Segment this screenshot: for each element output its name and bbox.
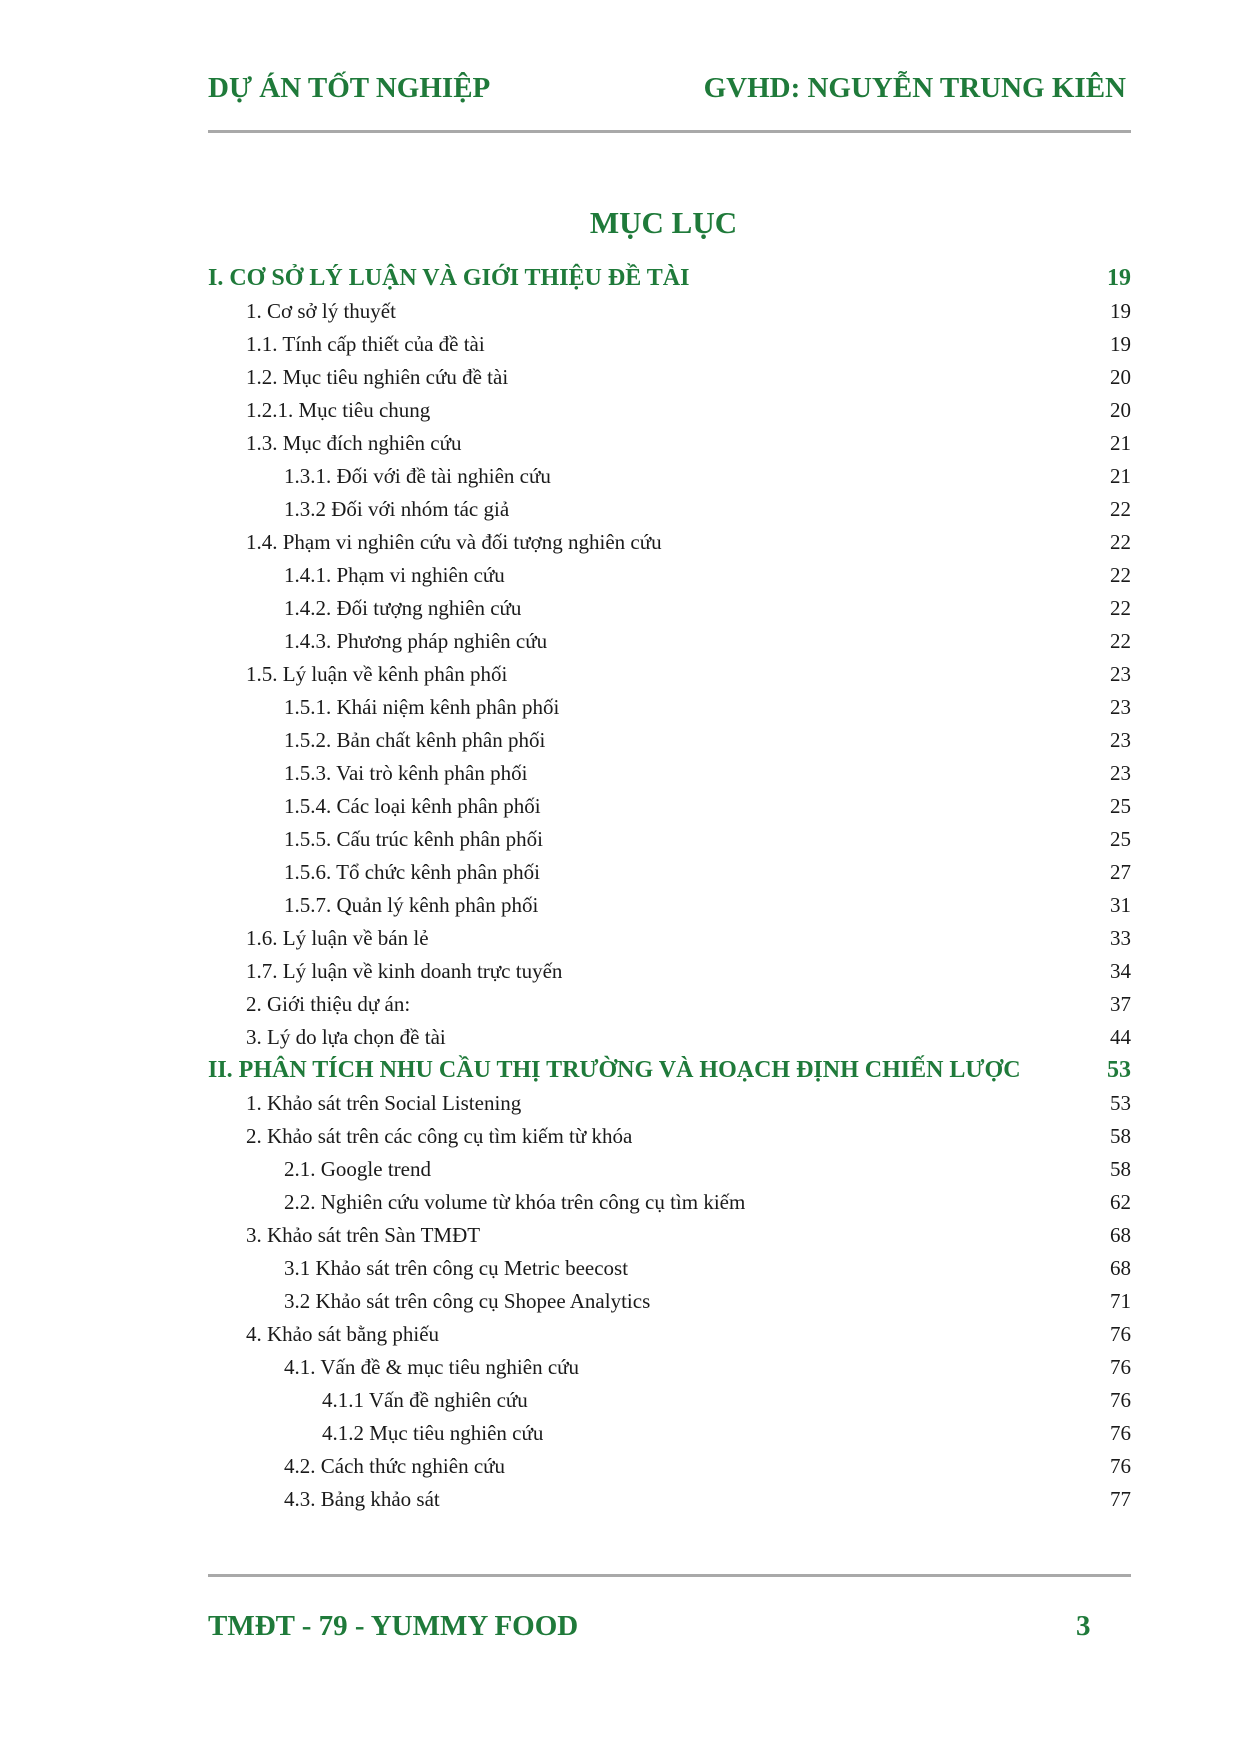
toc-entry-label: 1.3.2 Đối với nhóm tác giả <box>284 497 510 521</box>
toc-entry-page: 62 <box>1110 1190 1131 1214</box>
toc-entry[interactable] <box>208 1384 1131 1417</box>
toc-entry-page: 53 <box>1107 1057 1131 1083</box>
toc-entry[interactable] <box>208 658 1131 691</box>
toc-entry-page: 21 <box>1110 464 1131 488</box>
toc-entry-page: 68 <box>1110 1223 1131 1247</box>
toc-entry-page: 23 <box>1110 728 1131 752</box>
toc-entry-page: 76 <box>1110 1454 1131 1478</box>
toc-entry-page: 27 <box>1110 860 1131 884</box>
toc-entry[interactable] <box>208 757 1131 790</box>
toc-entry-label: 1.5.4. Các loại kênh phân phối <box>284 794 541 818</box>
toc-entry-label: 1.3.1. Đối với đề tài nghiên cứu <box>284 464 551 488</box>
toc-entry-label: 1.1. Tính cấp thiết của đề tài <box>246 332 485 356</box>
toc-entry-label: 4.1.1 Vấn đề nghiên cứu <box>322 1388 528 1412</box>
header-divider <box>208 130 1131 133</box>
toc-entry-page: 19 <box>1107 265 1131 291</box>
toc-entry-label: 1.4. Phạm vi nghiên cứu và đối tượng nghiên cứu <box>246 530 662 554</box>
page-header <box>208 72 1126 122</box>
toc-entry-label: 1.5.5. Cấu trúc kênh phân phối <box>284 827 543 851</box>
toc-entry-label: 2. Khảo sát trên các công cụ tìm kiếm từ khóa <box>246 1124 633 1148</box>
toc-entry[interactable] <box>208 1417 1131 1450</box>
toc-entry-label: 2.1. Google trend <box>284 1157 431 1181</box>
toc-entry-page: 71 <box>1110 1289 1131 1313</box>
toc-entry-page: 76 <box>1110 1355 1131 1379</box>
toc-entry[interactable] <box>208 526 1131 559</box>
toc-entry-page: 76 <box>1110 1421 1131 1445</box>
toc-entry[interactable] <box>208 295 1131 328</box>
toc-entry[interactable] <box>208 1120 1131 1153</box>
toc-entry-page: 20 <box>1110 365 1131 389</box>
page-footer <box>208 1610 1131 1650</box>
toc-entry-page: 76 <box>1110 1322 1131 1346</box>
toc-entry[interactable] <box>208 691 1131 724</box>
toc-entry-label: 1. Khảo sát trên Social Listening <box>246 1091 522 1115</box>
toc-entry-label: 1.7. Lý luận về kinh doanh trực tuyến <box>246 959 563 983</box>
toc-entry-page: 31 <box>1110 893 1131 917</box>
toc-entry-label: 1.5.6. Tổ chức kênh phân phối <box>284 860 540 884</box>
toc-entry[interactable] <box>208 790 1131 823</box>
toc-entry-page: 19 <box>1110 332 1131 356</box>
toc-entry[interactable] <box>208 592 1131 625</box>
toc-entry-page: 44 <box>1110 1025 1131 1049</box>
toc-entry-label: 2. Giới thiệu dự án: <box>246 992 411 1016</box>
toc-entry-label: I. CƠ SỞ LÝ LUẬN VÀ GIỚI THIỆU ĐỀ TÀI <box>208 265 690 291</box>
toc-entry[interactable] <box>208 1483 1131 1516</box>
toc-entry-label: 4.1.2 Mục tiêu nghiên cứu <box>322 1421 544 1445</box>
toc-entry[interactable] <box>208 955 1131 988</box>
toc-entry-label: 1.2.1. Mục tiêu chung <box>246 398 431 422</box>
toc-entry-page: 34 <box>1110 959 1131 983</box>
toc-entry-page: 23 <box>1110 761 1131 785</box>
toc-entry-page: 21 <box>1110 431 1131 455</box>
toc-entry[interactable] <box>208 1318 1131 1351</box>
toc-entry[interactable] <box>208 361 1131 394</box>
toc-entry-label: 1.5.1. Khái niệm kênh phân phối <box>284 695 560 719</box>
toc-entry[interactable] <box>208 823 1131 856</box>
toc-entry-label: 1.5.2. Bản chất kênh phân phối <box>284 728 546 752</box>
toc-entry-page: 33 <box>1110 926 1131 950</box>
toc-entry-label: 3. Khảo sát trên Sàn TMĐT <box>246 1223 481 1247</box>
toc-entry-label: 1.6. Lý luận về bán lẻ <box>246 926 429 950</box>
toc-entry-label: 2.2. Nghiên cứu volume từ khóa trên công cụ tìm kiếm <box>284 1190 746 1214</box>
toc-entry[interactable] <box>208 1450 1131 1483</box>
toc-entry-page: 19 <box>1110 299 1131 323</box>
toc-entry-page: 22 <box>1110 497 1131 521</box>
toc-entry[interactable] <box>208 1252 1131 1285</box>
page-title: MỤC LỤC <box>589 205 738 240</box>
toc-entry-page: 76 <box>1110 1388 1131 1412</box>
toc-entry-page: 22 <box>1110 629 1131 653</box>
toc-entry[interactable] <box>208 856 1131 889</box>
toc-entry-label: 1.4.2. Đối tượng nghiên cứu <box>284 596 522 620</box>
toc-entry[interactable] <box>208 988 1131 1021</box>
toc-entry-page: 25 <box>1110 794 1131 818</box>
toc-entry-label: 1.3. Mục đích nghiên cứu <box>246 431 462 455</box>
toc-entry-label: 1.2. Mục tiêu nghiên cứu đề tài <box>246 365 509 389</box>
toc-entry-page: 23 <box>1110 695 1131 719</box>
toc-chapter-entry[interactable] <box>208 262 1131 295</box>
toc-entry[interactable] <box>208 1087 1131 1120</box>
toc-entry[interactable] <box>208 493 1131 526</box>
toc-entry[interactable] <box>208 427 1131 460</box>
toc-entry[interactable] <box>208 1153 1131 1186</box>
toc-entry[interactable] <box>208 1021 1131 1054</box>
toc-entry[interactable] <box>208 1186 1131 1219</box>
table-of-contents <box>208 262 1131 1516</box>
toc-entry-label: 1.5.3. Vai trò kênh phân phối <box>284 761 528 785</box>
toc-entry-label: 4.3. Bảng khảo sát <box>284 1487 440 1511</box>
toc-entry-label: 3. Lý do lựa chọn đề tài <box>246 1025 446 1049</box>
toc-entry-page: 37 <box>1110 992 1131 1016</box>
page-number: 3 <box>1076 1610 1091 1642</box>
toc-entry[interactable] <box>208 460 1131 493</box>
toc-entry-page: 68 <box>1110 1256 1131 1280</box>
toc-entry-label: 4. Khảo sát bằng phiếu <box>246 1322 440 1346</box>
header-project-label: DỰ ÁN TỐT NGHIỆP <box>208 72 491 104</box>
toc-entry-label: 4.2. Cách thức nghiên cứu <box>284 1454 506 1478</box>
toc-entry-label: 4.1. Vấn đề & mục tiêu nghiên cứu <box>284 1355 580 1379</box>
toc-entry[interactable] <box>208 1351 1131 1384</box>
toc-entry-label: 1.4.1. Phạm vi nghiên cứu <box>284 563 505 587</box>
toc-entry-page: 58 <box>1110 1124 1131 1148</box>
toc-entry-page: 53 <box>1110 1091 1131 1115</box>
toc-entry-page: 23 <box>1110 662 1131 686</box>
toc-entry[interactable] <box>208 328 1131 361</box>
toc-entry[interactable] <box>208 559 1131 592</box>
toc-entry[interactable] <box>208 922 1131 955</box>
toc-entry[interactable] <box>208 394 1131 427</box>
toc-entry-label: 1.4.3. Phương pháp nghiên cứu <box>284 629 548 653</box>
toc-chapter-entry[interactable] <box>208 1054 1131 1087</box>
toc-entry-label: 3.2 Khảo sát trên công cụ Shopee Analytics <box>284 1289 651 1313</box>
toc-entry-page: 22 <box>1110 563 1131 587</box>
toc-entry-page: 77 <box>1110 1487 1131 1511</box>
footer-title: TMĐT - 79 - YUMMY FOOD <box>208 1610 579 1642</box>
toc-entry[interactable] <box>208 1219 1131 1252</box>
toc-entry-page: 22 <box>1110 530 1131 554</box>
footer-divider <box>208 1574 1131 1577</box>
toc-entry[interactable] <box>208 625 1131 658</box>
toc-entry-label: 1. Cơ sở lý thuyết <box>246 299 396 323</box>
toc-entry-label: II. PHÂN TÍCH NHU CẦU THỊ TRƯỜNG VÀ HOẠCH ĐỊNH CHIẾN LƯỢC <box>208 1057 1021 1083</box>
toc-entry[interactable] <box>208 889 1131 922</box>
toc-entry-page: 25 <box>1110 827 1131 851</box>
toc-entry-page: 20 <box>1110 398 1131 422</box>
toc-entry-page: 58 <box>1110 1157 1131 1181</box>
header-advisor-label: GVHD: NGUYỄN TRUNG KIÊN <box>703 72 1126 104</box>
toc-entry-label: 1.5. Lý luận về kênh phân phối <box>246 662 508 686</box>
toc-entry-label: 1.5.7. Quản lý kênh phân phối <box>284 893 539 917</box>
toc-entry[interactable] <box>208 724 1131 757</box>
toc-entry[interactable] <box>208 1285 1131 1318</box>
toc-entry-label: 3.1 Khảo sát trên công cụ Metric beecost <box>284 1256 629 1280</box>
toc-entry-page: 22 <box>1110 596 1131 620</box>
